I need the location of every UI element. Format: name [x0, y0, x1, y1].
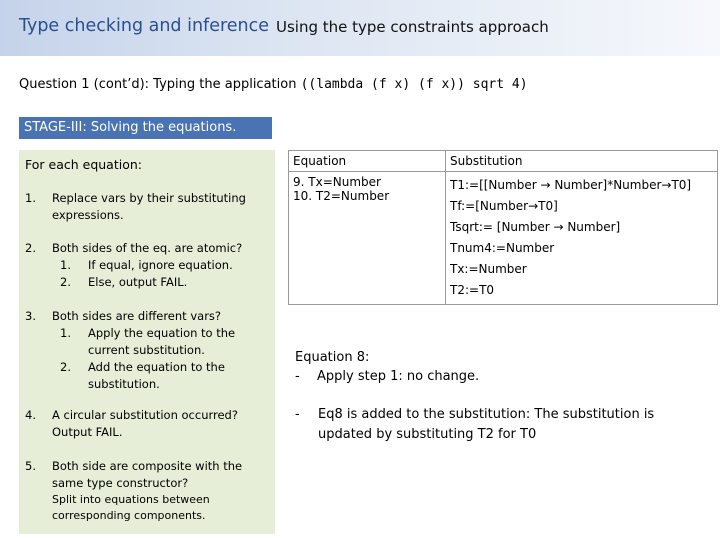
- equations-cell: [289, 172, 446, 305]
- question-line: [19, 77, 528, 92]
- procedure-panel: For each equation: 1. Replace vars by their substituting expressions. 2. Both sides of the eq. are atomic? 1. If equal, ignore equation. 2. Else, output FAIL. 3. Both sides are different vars? 1. Apply the equation to the current substitution. 2. Add the equation to the substitution. 4. A circular substitution occurred? Output FAIL. 5. Both side are composite with the same type constructor? Split into equations between corresponding components.: [19, 150, 275, 534]
- header-substitution: Substitution: [446, 151, 718, 172]
- substitution-row: T2:=T0: [450, 283, 495, 297]
- equation-8-title: Equation 8:: [295, 350, 370, 365]
- substitution-row: T1:=[[Number → Number]*Number→T0]: [450, 178, 692, 192]
- equation-row: 10. T2=Number: [293, 189, 390, 203]
- substitution-row: Tx:=Number: [450, 262, 527, 276]
- equation-8-block: Equation 8: - Apply step 1: no change.: [295, 350, 480, 384]
- stage-text: Solving the equations.: [90, 120, 237, 135]
- substitution-row: Tnum4:=Number: [450, 241, 555, 255]
- equation-8-step: Apply step 1: no change.: [317, 369, 480, 384]
- header-equation: Equation: [289, 151, 446, 172]
- slide-header: [0, 0, 720, 56]
- question-code: ((lambda (f x) (f x)) sqrt 4): [300, 77, 528, 92]
- stage-label: STAGE-III:: [24, 120, 87, 135]
- stage-banner: [19, 117, 272, 139]
- slide-subtitle: Using the type constraints approach: [276, 18, 549, 36]
- substitution-cell: [446, 172, 718, 305]
- substitution-row: Tf:=[Number→T0]: [450, 199, 558, 213]
- question-text: Typing the application: [153, 77, 297, 92]
- slide-title: Type checking and inference: [19, 16, 270, 36]
- substitution-row: Tsqrt:= [Number → Number]: [450, 220, 621, 234]
- procedure-heading: For each equation:: [25, 157, 142, 172]
- equation-row: 9. Tx=Number: [293, 175, 381, 189]
- equation-8-update: - Eq8 is added to the substitution: The substitution is updated by substituting T2 for T0: [295, 405, 675, 445]
- equation-8-update-text: Eq8 is added to the substitution: The substitution is updated by substituting T2 for T0: [318, 407, 655, 442]
- question-label: Question 1 (cont’d):: [19, 77, 150, 92]
- equations-table: [288, 150, 718, 305]
